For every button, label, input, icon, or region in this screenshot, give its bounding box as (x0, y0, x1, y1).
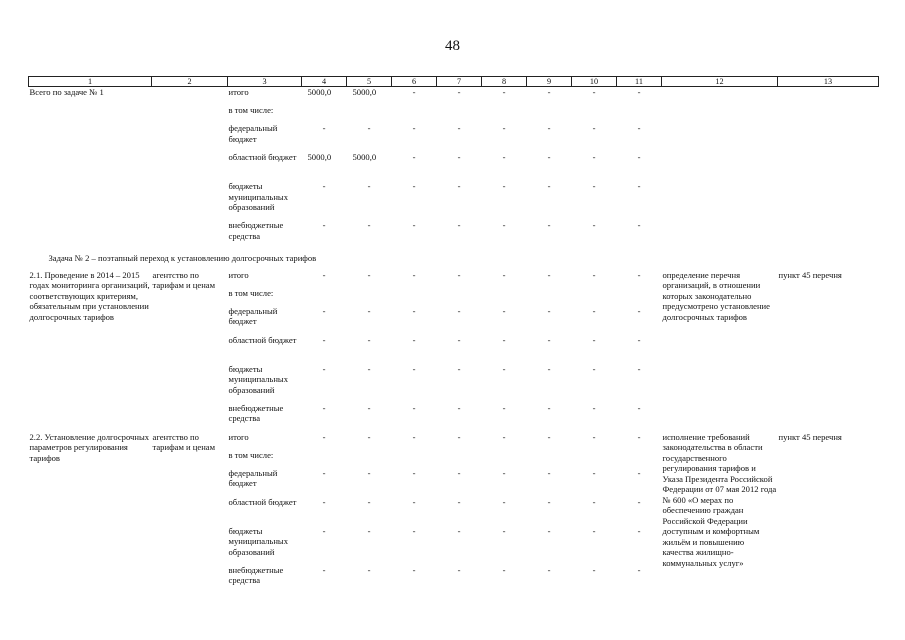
value-cell: - (412, 334, 416, 345)
value-cell: - (502, 402, 506, 413)
value-cell: - (637, 564, 641, 575)
value-cell: - (412, 363, 416, 374)
value-cell: - (547, 525, 551, 536)
value-cell: - (367, 363, 371, 374)
header-cell: 7 (437, 77, 482, 87)
item-2-1-executor: агентство по тарифам и ценам (152, 269, 216, 290)
row-label: в том числе: (228, 105, 274, 115)
value-cell: - (322, 564, 326, 575)
value-cell: - (412, 525, 416, 536)
value-cell: - (367, 220, 371, 230)
value-cell: 5000,0 (352, 152, 377, 162)
value-cell: - (367, 334, 371, 345)
value-cell: - (592, 152, 596, 162)
value-cell: - (457, 564, 461, 575)
value-cell: - (457, 87, 461, 97)
value-cell: - (547, 181, 551, 191)
header-cell: 9 (527, 77, 572, 87)
row-label: внебюджетные средства (228, 564, 284, 585)
value-cell: - (637, 402, 641, 413)
value-cell: - (637, 525, 641, 536)
value-cell: - (322, 467, 326, 478)
value-cell: - (412, 152, 416, 162)
table-header-row (29, 77, 879, 87)
table-row (29, 432, 879, 450)
value-cell: - (367, 467, 371, 478)
header-cell: 12 (662, 77, 778, 87)
value-cell: - (457, 220, 461, 230)
value-cell: - (367, 525, 371, 536)
task-heading-row (29, 249, 879, 270)
row-label: федеральный бюджет (228, 123, 278, 144)
value-cell: - (502, 269, 506, 280)
value-cell: - (367, 305, 371, 316)
value-cell: - (547, 220, 551, 230)
item-2-2-executor: агентство по тарифам и ценам (152, 431, 216, 452)
row-label: областной бюджет (228, 152, 297, 162)
value-cell: - (502, 123, 506, 133)
value-cell: - (592, 363, 596, 374)
value-cell: 5000,0 (307, 87, 332, 97)
header-cell: 6 (392, 77, 437, 87)
value-cell: - (637, 220, 641, 230)
value-cell: - (457, 525, 461, 536)
value-cell: - (457, 123, 461, 133)
value-cell: - (367, 402, 371, 413)
value-cell: - (592, 305, 596, 316)
value-cell: - (412, 269, 416, 280)
row-label: федеральный бюджет (228, 305, 278, 326)
header-cell: 5 (347, 77, 392, 87)
value-cell: - (412, 305, 416, 316)
table-row (29, 87, 879, 106)
row-label: итого (228, 87, 249, 97)
row-label: областной бюджет (228, 334, 297, 345)
value-cell: - (457, 152, 461, 162)
value-cell: - (457, 431, 461, 442)
value-cell: - (547, 467, 551, 478)
value-cell: - (412, 181, 416, 191)
item-2-2-ref: пункт 45 перечня (778, 431, 842, 442)
item-2-2-result: исполнение требований законодательства в области государственного регулирования тарифов и Указа Президента Российской Федерации от 07 мая 2012 года № 600 «О мерах по обеспечению граждан Российской Федерации доступным и комфортным жильём и повышению качества жилищно-коммунальных услуг» (662, 431, 777, 568)
value-cell: - (367, 269, 371, 280)
value-cell: - (367, 496, 371, 507)
value-cell: - (592, 123, 596, 133)
header-cell: 1 (29, 77, 152, 87)
value-cell: - (502, 431, 506, 442)
row-label: федеральный бюджет (228, 467, 278, 488)
value-cell: - (637, 305, 641, 316)
item-2-1-result: определение перечня организаций, в отношении которых законодательно предусмотрено установление долгосрочных тарифов (662, 269, 770, 322)
value-cell: - (592, 525, 596, 536)
value-cell: - (637, 334, 641, 345)
row-label: бюджеты муниципальных образований (228, 363, 288, 395)
value-cell: - (547, 564, 551, 575)
value-cell: - (637, 152, 641, 162)
value-cell: - (547, 363, 551, 374)
value-cell: - (547, 269, 551, 280)
value-cell: - (412, 564, 416, 575)
item-2-2-name: 2.2. Установление долгосрочных параметров регулирования тарифов (29, 431, 150, 463)
value-cell: - (592, 496, 596, 507)
item-2-1-ref: пункт 45 перечня (778, 269, 842, 280)
value-cell: - (592, 431, 596, 442)
value-cell: - (322, 525, 326, 536)
value-cell: - (547, 123, 551, 133)
value-cell: - (322, 181, 326, 191)
value-cell: - (547, 305, 551, 316)
value-cell: - (412, 496, 416, 507)
value-cell: - (322, 123, 326, 133)
value-cell: - (412, 87, 416, 97)
value-cell: - (547, 402, 551, 413)
task2-title: Задача № 2 – поэтапный переход к установлению долгосрочных тарифов (48, 253, 317, 263)
value-cell: - (502, 467, 506, 478)
header-cell: 2 (152, 77, 228, 87)
value-cell: - (367, 564, 371, 575)
row-label: областной бюджет (228, 496, 297, 507)
value-cell: - (457, 181, 461, 191)
value-cell: - (637, 123, 641, 133)
row-label: бюджеты муниципальных образований (228, 181, 288, 212)
row-label: в том числе: (228, 449, 274, 460)
item-2-1-name: 2.1. Проведение в 2014 – 2015 годах мониторинга организаций, соответствующих критериям, обязательным при установлении долгосрочных тарифов (29, 269, 150, 322)
value-cell: - (412, 402, 416, 413)
value-cell: - (592, 334, 596, 345)
value-cell: - (322, 334, 326, 345)
header-cell: 3 (228, 77, 302, 87)
row-label: в том числе: (228, 287, 274, 298)
value-cell: - (637, 269, 641, 280)
value-cell: - (412, 467, 416, 478)
value-cell: - (367, 181, 371, 191)
value-cell: - (322, 269, 326, 280)
value-cell: - (547, 431, 551, 442)
value-cell: - (412, 123, 416, 133)
header-cell: 4 (302, 77, 347, 87)
value-cell: - (322, 363, 326, 374)
header-cell: 8 (482, 77, 527, 87)
value-cell: - (367, 431, 371, 442)
value-cell: - (502, 152, 506, 162)
value-cell: - (322, 220, 326, 230)
value-cell: - (547, 496, 551, 507)
value-cell: - (412, 431, 416, 442)
value-cell: - (637, 87, 641, 97)
value-cell: - (322, 402, 326, 413)
value-cell: - (457, 269, 461, 280)
value-cell: - (502, 334, 506, 345)
value-cell: - (457, 305, 461, 316)
value-cell: - (502, 564, 506, 575)
value-cell: - (322, 431, 326, 442)
value-cell: - (637, 181, 641, 191)
value-cell: - (322, 305, 326, 316)
value-cell: - (502, 525, 506, 536)
value-cell: - (592, 87, 596, 97)
value-cell: - (457, 467, 461, 478)
value-cell: - (592, 220, 596, 230)
value-cell: - (637, 363, 641, 374)
value-cell: - (412, 220, 416, 230)
value-cell: 5000,0 (307, 152, 332, 162)
value-cell: - (502, 496, 506, 507)
value-cell: - (637, 467, 641, 478)
value-cell: - (547, 152, 551, 162)
table-row (29, 270, 879, 288)
value-cell: - (592, 402, 596, 413)
program-table (28, 76, 879, 594)
row-label: внебюджетные средства (228, 402, 284, 423)
value-cell: - (457, 363, 461, 374)
value-cell: - (322, 496, 326, 507)
total-task1-title: Всего по задаче № 1 (29, 87, 104, 97)
header-cell: 10 (572, 77, 617, 87)
value-cell: - (592, 564, 596, 575)
header-cell: 13 (778, 77, 879, 87)
value-cell: - (457, 496, 461, 507)
value-cell: - (367, 123, 371, 133)
value-cell: - (502, 181, 506, 191)
page-number: 48 (445, 38, 460, 54)
value-cell: - (637, 496, 641, 507)
value-cell: 5000,0 (352, 87, 377, 97)
value-cell: - (457, 402, 461, 413)
row-label: внебюджетные средства (228, 220, 284, 241)
value-cell: - (457, 334, 461, 345)
value-cell: - (592, 181, 596, 191)
value-cell: - (547, 334, 551, 345)
value-cell: - (502, 305, 506, 316)
row-label: итого (228, 431, 249, 442)
value-cell: - (502, 363, 506, 374)
row-label: бюджеты муниципальных образований (228, 525, 288, 557)
row-label: итого (228, 269, 249, 280)
header-cell: 11 (617, 77, 662, 87)
value-cell: - (547, 87, 551, 97)
value-cell: - (502, 87, 506, 97)
value-cell: - (637, 431, 641, 442)
value-cell: - (592, 269, 596, 280)
value-cell: - (502, 220, 506, 230)
value-cell: - (592, 467, 596, 478)
